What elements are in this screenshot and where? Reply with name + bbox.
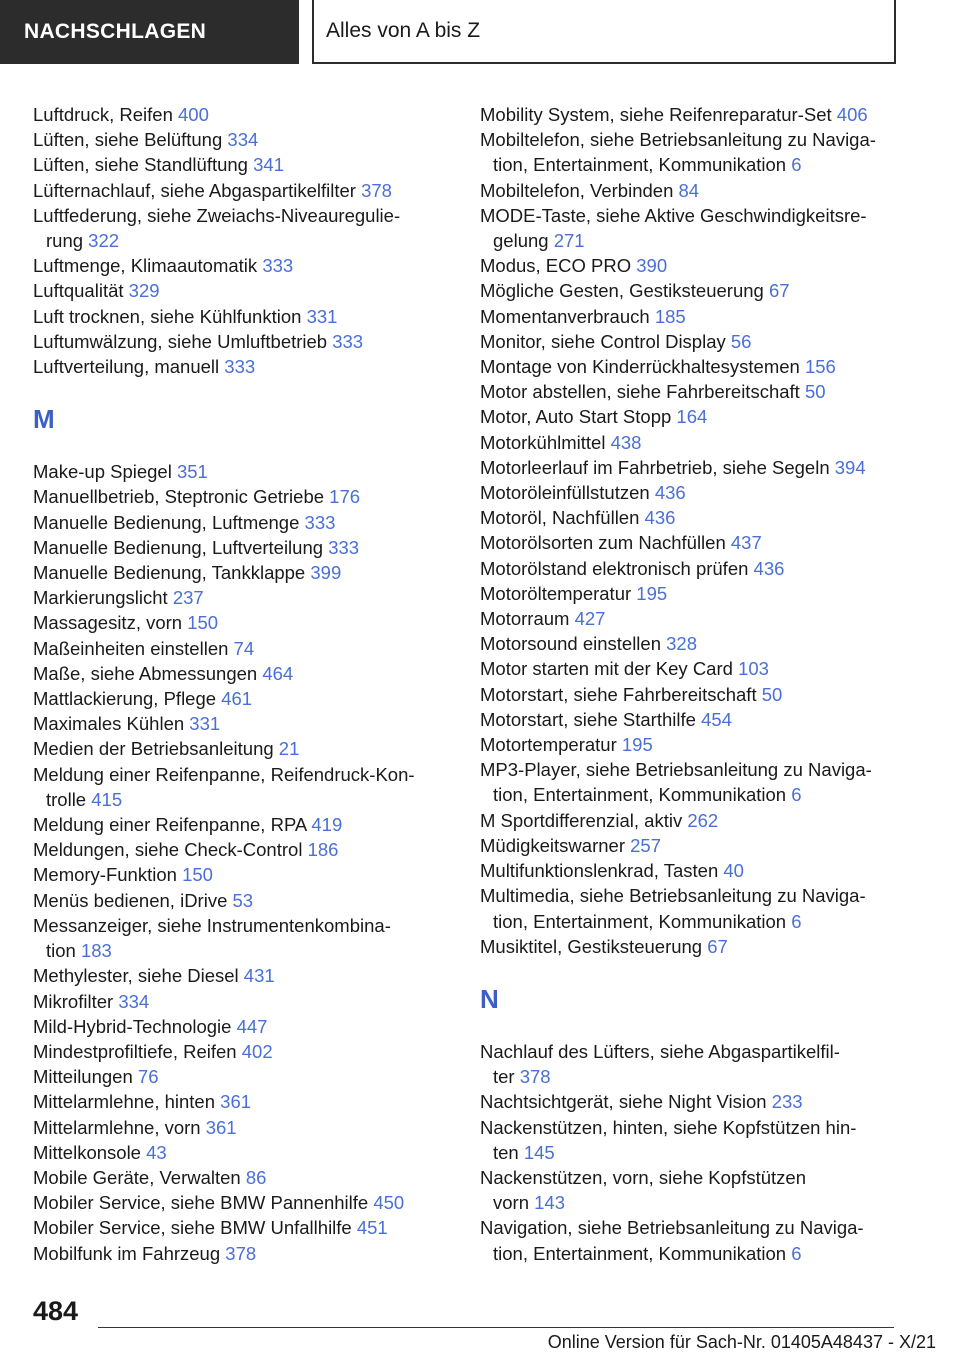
- page-reference-link[interactable]: 76: [137, 1066, 159, 1088]
- index-entry-text: Manuelle Bedienung, Luftmenge: [33, 511, 305, 533]
- index-entry-text: Monitor, siehe Control Display: [480, 330, 731, 352]
- index-entry-text: Mitteilungen: [33, 1066, 138, 1088]
- index-entry: [33, 253, 453, 278]
- page-reference-link[interactable]: 378: [361, 179, 392, 201]
- page-reference-link[interactable]: 84: [678, 179, 700, 201]
- index-entry: [33, 102, 453, 127]
- index-entry-text: Mindestprofiltiefe, Reifen: [33, 1040, 242, 1062]
- index-entry-text: Nachtsichtgerät, siehe Night Vision: [480, 1091, 772, 1113]
- index-entry-text: Momentanverbrauch: [480, 305, 655, 327]
- index-entry: [33, 862, 453, 887]
- index-entry: [33, 278, 453, 303]
- index-entry-text: Mattlackierung, Pflege: [33, 688, 222, 710]
- index-entry-text: Luftdruck, Reifen: [33, 104, 178, 125]
- index-entry: [33, 686, 453, 711]
- index-entry-text: Mobility System, siehe Reifenreparatur-Set: [480, 104, 837, 125]
- page-reference-link[interactable]: 164: [676, 406, 708, 428]
- online-version-footer: Online Version für Sach-Nr. 01405A48437 - X/21: [547, 1332, 936, 1352]
- page-reference-link[interactable]: 195: [636, 582, 668, 604]
- index-entry-text: Memory-Funktion: [33, 864, 183, 886]
- page-reference-link[interactable]: 237: [172, 587, 204, 609]
- index-entry: [33, 963, 453, 988]
- index-entry-text: Nackenstützen, hinten, siehe Kopfstützen hin-: [480, 1116, 857, 1138]
- index-entry-text: Lüften, siehe Standlüftung: [33, 154, 254, 176]
- index-letter-heading: M: [33, 404, 55, 435]
- page-reference-link[interactable]: 6: [791, 784, 802, 806]
- index-entry: [33, 989, 453, 1014]
- index-entry: [33, 459, 453, 484]
- index-entry-text: Müdigkeitswarner: [480, 834, 631, 856]
- page-reference-link[interactable]: 322: [88, 230, 120, 252]
- page-reference-link[interactable]: 450: [373, 1192, 405, 1214]
- index-entry: [33, 1064, 453, 1089]
- page-reference-link[interactable]: 103: [738, 658, 769, 680]
- index-entry-text: tion: [46, 940, 81, 962]
- index-entry: [480, 934, 900, 959]
- index-entry: [480, 833, 900, 858]
- index-entry-text: Mittelarmlehne, hinten: [33, 1091, 221, 1113]
- page-reference-link[interactable]: 233: [771, 1091, 803, 1113]
- index-entry-text: tion, Entertainment, Kommunikation: [493, 784, 792, 806]
- index-entry-text: Manuelle Bedienung, Tankklappe: [33, 562, 311, 584]
- index-entry: [480, 404, 900, 429]
- page-reference-link[interactable]: 156: [804, 356, 836, 378]
- page-reference-link[interactable]: 86: [245, 1166, 267, 1188]
- index-entry-text: Maximales Kühlen: [33, 713, 190, 735]
- footer-divider: [98, 1327, 894, 1328]
- page-reference-link[interactable]: 451: [356, 1217, 388, 1239]
- index-entry-text: Luftfederung, siehe Zweiachs-Niveauregulie-: [33, 204, 401, 226]
- index-entry: [33, 1089, 453, 1114]
- page-reference-link[interactable]: 394: [834, 456, 866, 478]
- index-entry-text: Mobile Geräte, Verwalten: [33, 1166, 246, 1188]
- index-entry: [480, 606, 900, 631]
- index-entry-text: Luftverteilung, manuell: [33, 356, 225, 378]
- page-reference-link[interactable]: 21: [278, 738, 300, 760]
- index-entry: [480, 631, 900, 656]
- index-entry-text: Maße, siehe Abmessungen: [33, 662, 263, 684]
- page-reference-link[interactable]: 56: [730, 330, 752, 352]
- index-entry: [480, 682, 900, 707]
- index-entry: [33, 762, 453, 812]
- index-entry: [33, 1241, 453, 1266]
- index-entry-text: Manuellbetrieb, Steptronic Getriebe: [33, 486, 330, 508]
- index-entry-text: Massagesitz, vorn: [33, 612, 188, 634]
- index-entry-text: Motorkühlmittel: [480, 431, 611, 453]
- index-entry-text: tion, Entertainment, Kommunikation: [493, 154, 792, 176]
- page-reference-link[interactable]: 186: [307, 839, 339, 861]
- index-entry: [480, 1215, 900, 1265]
- index-entry-text: Luftumwälzung, siehe Umluftbetrieb: [33, 330, 333, 352]
- index-entry: [480, 354, 900, 379]
- page-reference-link[interactable]: 150: [182, 864, 213, 886]
- index-entry: [33, 1039, 453, 1064]
- index-entry-text: Motorstart, siehe Starthilfe: [480, 708, 702, 730]
- index-entry-text: Motorleerlauf im Fahrbetrieb, siehe Segeln: [480, 456, 835, 478]
- index-entry: [480, 707, 900, 732]
- index-entry-text: gelung: [493, 230, 554, 252]
- index-entry: [33, 178, 453, 203]
- index-entry-text: MP3-Player, siehe Betriebsanleitung zu Naviga-: [480, 759, 872, 781]
- index-entry-text: Mögliche Gesten, Gestiksteuerung: [480, 280, 769, 302]
- index-entry-text: Make-up Spiegel: [33, 461, 177, 483]
- index-entry: [33, 610, 453, 635]
- page-reference-link[interactable]: 333: [262, 255, 294, 277]
- index-entry: [33, 736, 453, 761]
- index-entry-text: rung: [46, 230, 89, 252]
- index-entry: [480, 530, 900, 555]
- index-entry: [480, 455, 900, 480]
- index-entry-text: Navigation, siehe Betriebsanleitung zu Naviga-: [480, 1217, 864, 1239]
- index-entry: [480, 480, 900, 505]
- page-reference-link[interactable]: 40: [723, 860, 744, 882]
- index-entry: [33, 1140, 453, 1165]
- index-entry: [33, 510, 453, 535]
- page-reference-link[interactable]: 6: [791, 154, 802, 176]
- index-entry: [480, 1089, 900, 1114]
- index-entry: [480, 203, 900, 253]
- page-reference-link[interactable]: 406: [836, 104, 868, 125]
- index-entry-text: Motoröl, Nachfüllen: [480, 507, 645, 529]
- index-entry-text: Meldungen, siehe Check-Control: [33, 839, 308, 861]
- index-entry-text: Markierungslicht: [33, 587, 173, 609]
- index-entry: [33, 1215, 453, 1240]
- page-reference-link[interactable]: 329: [128, 280, 160, 302]
- index-entry-text: Motoröltemperatur: [480, 582, 637, 604]
- index-entry: [480, 1165, 900, 1215]
- index-entry: [33, 484, 453, 509]
- index-entry: [33, 152, 453, 177]
- index-entry-text: Mittelkonsole: [33, 1141, 147, 1163]
- page-reference-link[interactable]: 257: [630, 834, 661, 856]
- index-entry-text: Mobiltelefon, Verbinden: [480, 179, 679, 201]
- index-entry-text: Multifunktionslenkrad, Tasten: [480, 860, 724, 882]
- section-tab[interactable]: NACHSCHLAGEN: [0, 0, 299, 64]
- index-entry-text: Multimedia, siehe Betriebsanleitung zu Naviga-: [480, 885, 866, 907]
- index-entry-text: Motortemperatur: [480, 734, 622, 756]
- page-reference-link[interactable]: 437: [730, 532, 762, 554]
- page-reference-link[interactable]: 427: [574, 608, 606, 630]
- index-entry: [33, 560, 453, 585]
- index-entry: [480, 883, 900, 933]
- index-entry: [480, 732, 900, 757]
- index-entry-text: trolle: [46, 788, 92, 810]
- page-reference-link[interactable]: 67: [707, 935, 728, 957]
- page-reference-link[interactable]: 50: [761, 683, 783, 705]
- index-entry-text: Menüs bedienen, iDrive: [33, 889, 233, 911]
- index-entry: [33, 304, 453, 329]
- index-letter-heading: N: [480, 983, 499, 1014]
- page-reference-link[interactable]: 6: [791, 910, 802, 932]
- index-entry-text: Maßeinheiten einstellen: [33, 637, 234, 659]
- index-entry: [33, 354, 453, 379]
- page-reference-link[interactable]: 436: [654, 482, 686, 504]
- index-entry-text: Medien der Betriebsanleitung: [33, 738, 279, 760]
- page-reference-link[interactable]: 331: [189, 713, 221, 735]
- index-entry: [480, 1039, 900, 1089]
- index-entry: [480, 127, 900, 177]
- index-entry-text: Mobiler Service, siehe BMW Pannenhilfe: [33, 1192, 374, 1214]
- index-entry-text: Luftqualität: [33, 280, 129, 302]
- index-entry-text: Mikrofilter: [33, 990, 119, 1012]
- index-entry-text: tion, Entertainment, Kommunikation: [493, 1242, 792, 1264]
- index-entry-text: ten: [493, 1141, 524, 1163]
- index-entry-text: Luftmenge, Klimaautomatik: [33, 255, 263, 277]
- index-entry-text: Luft trocknen, siehe Kühlfunktion: [33, 305, 307, 327]
- index-entry: [33, 636, 453, 661]
- index-entry-text: Lüften, siehe Belüftung: [33, 129, 228, 151]
- page-reference-link[interactable]: 402: [241, 1040, 273, 1062]
- index-entry: [33, 329, 453, 354]
- page-reference-link[interactable]: 50: [804, 381, 826, 403]
- index-entry-text: Meldung einer Reifenpanne, Reifendruck-Kon-: [33, 763, 415, 785]
- index-entry: [33, 1190, 453, 1215]
- page-reference-link[interactable]: 43: [146, 1141, 167, 1163]
- page-reference-link[interactable]: 436: [644, 507, 676, 529]
- index-entry-text: Modus, ECO PRO: [480, 255, 637, 277]
- page-reference-link[interactable]: 195: [621, 734, 653, 756]
- index-entry-text: Manuelle Bedienung, Luftverteilung: [33, 536, 329, 558]
- page-reference-link[interactable]: 262: [687, 809, 719, 831]
- index-entry: [33, 1165, 453, 1190]
- index-entry: [480, 379, 900, 404]
- index-entry-text: Mittelarmlehne, vorn: [33, 1116, 206, 1138]
- index-entry-text: Motorsound einstellen: [480, 633, 667, 655]
- index-entry: [480, 178, 900, 203]
- index-entry-text: Motorölstand elektronisch prüfen: [480, 557, 754, 579]
- page-reference-link[interactable]: 333: [332, 330, 364, 352]
- index-entry-text: Lüfternachlauf, siehe Abgaspartikelfilter: [33, 179, 362, 201]
- index-entry-text: Montage von Kinderrückhaltesystemen: [480, 356, 805, 378]
- page-reference-link[interactable]: 6: [791, 1242, 802, 1264]
- page-reference-link[interactable]: 419: [311, 814, 343, 836]
- index-entry: [480, 430, 900, 455]
- index-entry: [33, 585, 453, 610]
- index-entry-text: Motor starten mit der Key Card: [480, 658, 739, 680]
- index-entry-text: Mobiltelefon, siehe Betriebsanleitung zu Naviga-: [480, 129, 876, 151]
- index-entry: [480, 581, 900, 606]
- page-reference-link[interactable]: 333: [224, 356, 256, 378]
- index-entry-text: Mobiler Service, siehe BMW Unfallhilfe: [33, 1217, 357, 1239]
- index-entry-text: Nackenstützen, vorn, siehe Kopfstützen: [480, 1166, 806, 1188]
- index-entry: [33, 127, 453, 152]
- index-entry-text: M Sportdifferenzial, aktiv: [480, 809, 688, 831]
- index-entry-text: tion, Entertainment, Kommunikation: [493, 910, 792, 932]
- index-entry: [33, 888, 453, 913]
- index-entry-text: Motoröleinfüllstutzen: [480, 482, 655, 504]
- index-entry-text: Messanzeiger, siehe Instrumentenkombina-: [33, 914, 391, 936]
- page-reference-link[interactable]: 334: [118, 990, 150, 1012]
- page-reference-link[interactable]: 438: [610, 431, 642, 453]
- page-reference-link[interactable]: 334: [227, 129, 259, 151]
- index-entry-text: Methylester, siehe Diesel: [33, 965, 244, 987]
- index-entry-text: Motorölsorten zum Nachfüllen: [480, 532, 731, 554]
- page-reference-link[interactable]: 333: [304, 511, 336, 533]
- page-reference-link[interactable]: 464: [262, 662, 294, 684]
- index-entry: [480, 329, 900, 354]
- page-reference-link[interactable]: 67: [768, 280, 790, 302]
- index-entry-text: vorn: [493, 1192, 535, 1214]
- index-column-right: [480, 102, 900, 1266]
- page-reference-link[interactable]: 361: [220, 1091, 252, 1113]
- page-reference-link[interactable]: 176: [329, 486, 361, 508]
- page-reference-link[interactable]: 361: [205, 1116, 237, 1138]
- page-reference-link[interactable]: 390: [636, 255, 668, 277]
- index-entry: [33, 837, 453, 862]
- index-entry-text: Musiktitel, Gestiksteuerung: [480, 935, 708, 957]
- index-entry: [480, 757, 900, 807]
- page-reference-link[interactable]: 399: [310, 562, 342, 584]
- index-entry: [480, 808, 900, 833]
- index-entry: [480, 253, 900, 278]
- page-reference-link[interactable]: 431: [243, 965, 275, 987]
- page-reference-link[interactable]: 333: [328, 536, 360, 558]
- page-number: 484: [33, 1296, 79, 1326]
- index-entry: [480, 556, 900, 581]
- index-entry-text: Mobilfunk im Fahrzeug: [33, 1242, 226, 1264]
- index-entry: [33, 913, 453, 963]
- index-entry: [480, 304, 900, 329]
- index-entry-text: Motorstart, siehe Fahrbereitschaft: [480, 683, 762, 705]
- index-entry: [480, 505, 900, 530]
- page-reference-link[interactable]: 454: [701, 708, 732, 730]
- index-entry: [480, 102, 900, 127]
- index-entry-text: Motor abstellen, siehe Fahrbereitschaft: [480, 381, 805, 403]
- index-entry-text: ter: [493, 1066, 520, 1088]
- index-entry: [480, 1115, 900, 1165]
- index-column-left: [33, 102, 453, 1266]
- index-entry: [480, 858, 900, 883]
- page-reference-link[interactable]: 183: [80, 940, 112, 962]
- page-reference-link[interactable]: 436: [753, 557, 785, 579]
- page-reference-link[interactable]: 53: [232, 889, 254, 911]
- page-reference-link[interactable]: 150: [187, 612, 219, 634]
- page-reference-link[interactable]: 143: [534, 1192, 566, 1214]
- index-entry: [33, 203, 453, 253]
- page-reference-link[interactable]: 185: [654, 305, 686, 327]
- index-entry: [480, 278, 900, 303]
- index-entry: [33, 711, 453, 736]
- page-reference-link[interactable]: 271: [553, 230, 585, 252]
- page-reference-link[interactable]: 400: [178, 104, 209, 125]
- index-entry-text: Motor, Auto Start Stopp: [480, 406, 677, 428]
- page-reference-link[interactable]: 461: [221, 688, 253, 710]
- page-reference-link[interactable]: 341: [253, 154, 284, 176]
- index-entry-text: MODE-Taste, siehe Aktive Geschwindigkeitsre-: [480, 204, 867, 226]
- index-entry: [33, 1115, 453, 1140]
- page-reference-link[interactable]: 415: [91, 788, 123, 810]
- index-entry: [33, 812, 453, 837]
- index-entry: [33, 661, 453, 686]
- page-reference-link[interactable]: 74: [233, 637, 255, 659]
- index-entry-text: Nachlauf des Lüfters, siehe Abgaspartikelfil-: [480, 1040, 840, 1062]
- page-reference-link[interactable]: 331: [306, 305, 338, 327]
- page-reference-link[interactable]: 145: [523, 1141, 555, 1163]
- page-reference-link[interactable]: 328: [666, 633, 698, 655]
- index-entry: [33, 535, 453, 560]
- index-entry: [480, 656, 900, 681]
- page-reference-link[interactable]: 351: [176, 461, 208, 483]
- chapter-tab[interactable]: Alles von A bis Z: [312, 0, 896, 64]
- index-entry-text: Mild-Hybrid-Technologie: [33, 1015, 237, 1037]
- index-entry-text: Motorraum: [480, 608, 575, 630]
- index-entry-text: Meldung einer Reifenpanne, RPA: [33, 814, 312, 836]
- page-reference-link[interactable]: 447: [236, 1015, 268, 1037]
- page-reference-link[interactable]: 378: [225, 1242, 257, 1264]
- page-reference-link[interactable]: 378: [519, 1066, 551, 1088]
- index-entry: [33, 1014, 453, 1039]
